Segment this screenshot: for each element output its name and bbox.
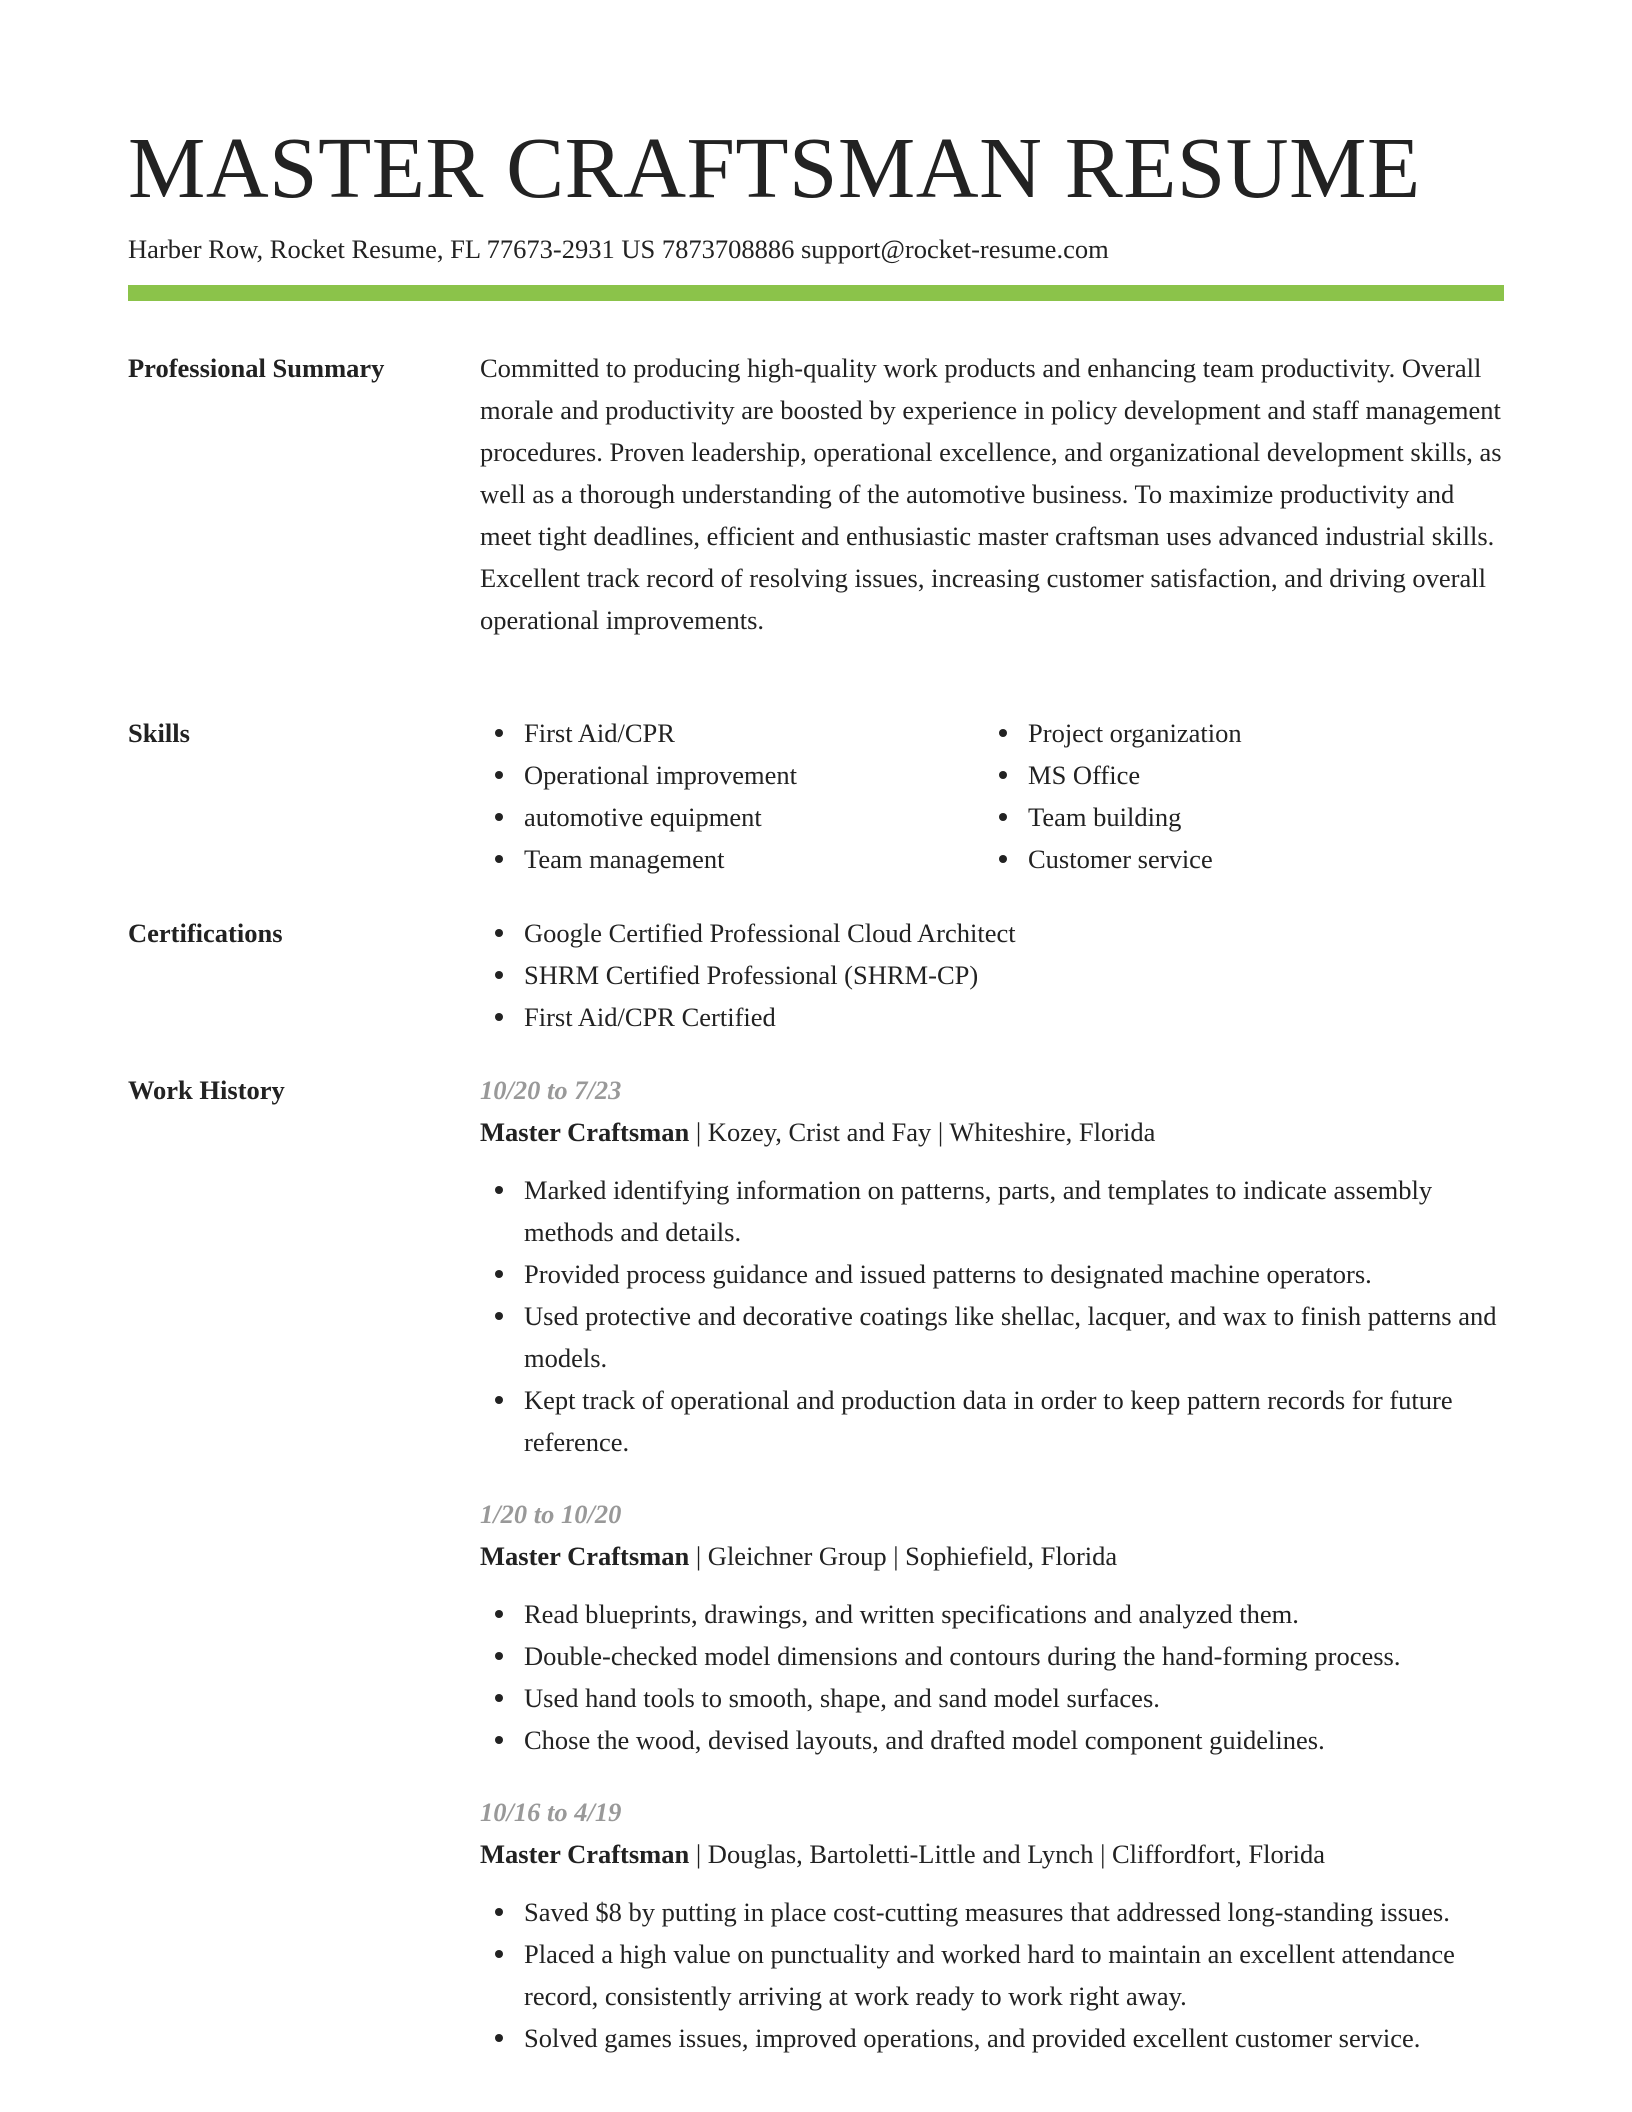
certification-item: First Aid/CPR Certified	[524, 996, 1504, 1038]
skills-list-right	[984, 712, 1488, 880]
skill-item: Operational improvement	[524, 754, 984, 796]
job-bullet: Placed a high value on punctuality and worked hard to maintain an excellent attendance record, consistently arriving at work ready to work right away.	[524, 1933, 1504, 2017]
contact-email: support@rocket-resume.com	[800, 234, 1109, 264]
skill-item: Team management	[524, 838, 984, 880]
job-entry	[480, 1791, 1504, 2059]
skills-list-left	[480, 712, 984, 880]
contact-phone: 7873708886	[661, 234, 801, 264]
job-bullet: Provided process guidance and issued patterns to designated machine operators.	[524, 1253, 1504, 1295]
skills-heading: Skills	[128, 718, 190, 748]
job-bullet: Kept track of operational and production data in order to keep pattern records for future reference.	[524, 1379, 1504, 1463]
job-bullet: Used protective and decorative coatings like shellac, lacquer, and wax to finish patterns and models.	[524, 1295, 1504, 1379]
job-heading	[480, 1535, 1504, 1577]
job-bullets	[480, 1593, 1504, 1761]
job-dates: 1/20 to 10/20	[480, 1499, 622, 1529]
job-bullets	[480, 1169, 1504, 1463]
certification-item: Google Certified Professional Cloud Architect	[524, 912, 1504, 954]
contact-line	[128, 231, 1109, 267]
contact-address: Harber Row, Rocket Resume, FL 77673-2931 US	[128, 234, 662, 264]
job-entry	[480, 1069, 1504, 1463]
skill-item: MS Office	[1028, 754, 1488, 796]
job-title: Master Craftsman	[480, 1117, 690, 1147]
job-heading	[480, 1833, 1504, 1875]
job-employer-location: | Kozey, Crist and Fay | Whiteshire, Florida	[689, 1117, 1156, 1147]
job-dates: 10/20 to 7/23	[480, 1075, 622, 1105]
summary-heading: Professional Summary	[128, 353, 385, 383]
work-history-heading: Work History	[128, 1075, 285, 1105]
job-dates: 10/16 to 4/19	[480, 1797, 622, 1827]
summary-body	[480, 347, 1504, 641]
job-entry	[480, 1493, 1504, 1761]
job-bullet: Saved $8 by putting in place cost-cutting measures that addressed long-standing issues.	[524, 1891, 1504, 1933]
resume-title: MASTER CRAFTSMAN RESUME	[128, 119, 1421, 216]
header-divider	[128, 285, 1504, 301]
job-employer-location: | Gleichner Group | Sophiefield, Florida	[689, 1541, 1118, 1571]
skill-item: automotive equipment	[524, 796, 984, 838]
job-bullet: Read blueprints, drawings, and written specifications and analyzed them.	[524, 1593, 1504, 1635]
certifications-heading: Certifications	[128, 918, 283, 948]
job-title: Master Craftsman	[480, 1839, 690, 1869]
work-history-body	[480, 1069, 1504, 2089]
job-heading	[480, 1111, 1504, 1153]
summary-text: Committed to producing high-quality work products and enhancing team productivity. Overall morale and productivity are boosted by experience in policy development and staff management procedures. Proven leadership, operational excellence, and organizational development skills, as well as a thorough understanding of the automotive business. To maximize productivity and meet tight deadlines, efficient and enthusiastic master craftsman uses advanced industrial skills. Excellent track record of resolving issues, increasing customer satisfaction, and driving overall operational improvements.	[480, 353, 1502, 635]
job-bullet: Marked identifying information on patterns, parts, and templates to indicate assembly methods and details.	[524, 1169, 1504, 1253]
job-employer-location: | Douglas, Bartoletti-Little and Lynch | Cliffordfort, Florida	[689, 1839, 1325, 1869]
skill-item: Customer service	[1028, 838, 1488, 880]
job-bullet: Chose the wood, devised layouts, and drafted model component guidelines.	[524, 1719, 1504, 1761]
job-bullet: Solved games issues, improved operations, and provided excellent customer service.	[524, 2017, 1504, 2059]
job-bullet: Double-checked model dimensions and contours during the hand-forming process.	[524, 1635, 1504, 1677]
certifications-body	[480, 912, 1504, 1038]
job-bullet: Used hand tools to smooth, shape, and sand model surfaces.	[524, 1677, 1504, 1719]
job-bullets	[480, 1891, 1504, 2059]
skill-item: First Aid/CPR	[524, 712, 984, 754]
skill-item: Team building	[1028, 796, 1488, 838]
certification-item: SHRM Certified Professional (SHRM-CP)	[524, 954, 1504, 996]
skills-body	[480, 712, 1504, 880]
job-title: Master Craftsman	[480, 1541, 690, 1571]
skill-item: Project organization	[1028, 712, 1488, 754]
certifications-list	[480, 912, 1504, 1038]
